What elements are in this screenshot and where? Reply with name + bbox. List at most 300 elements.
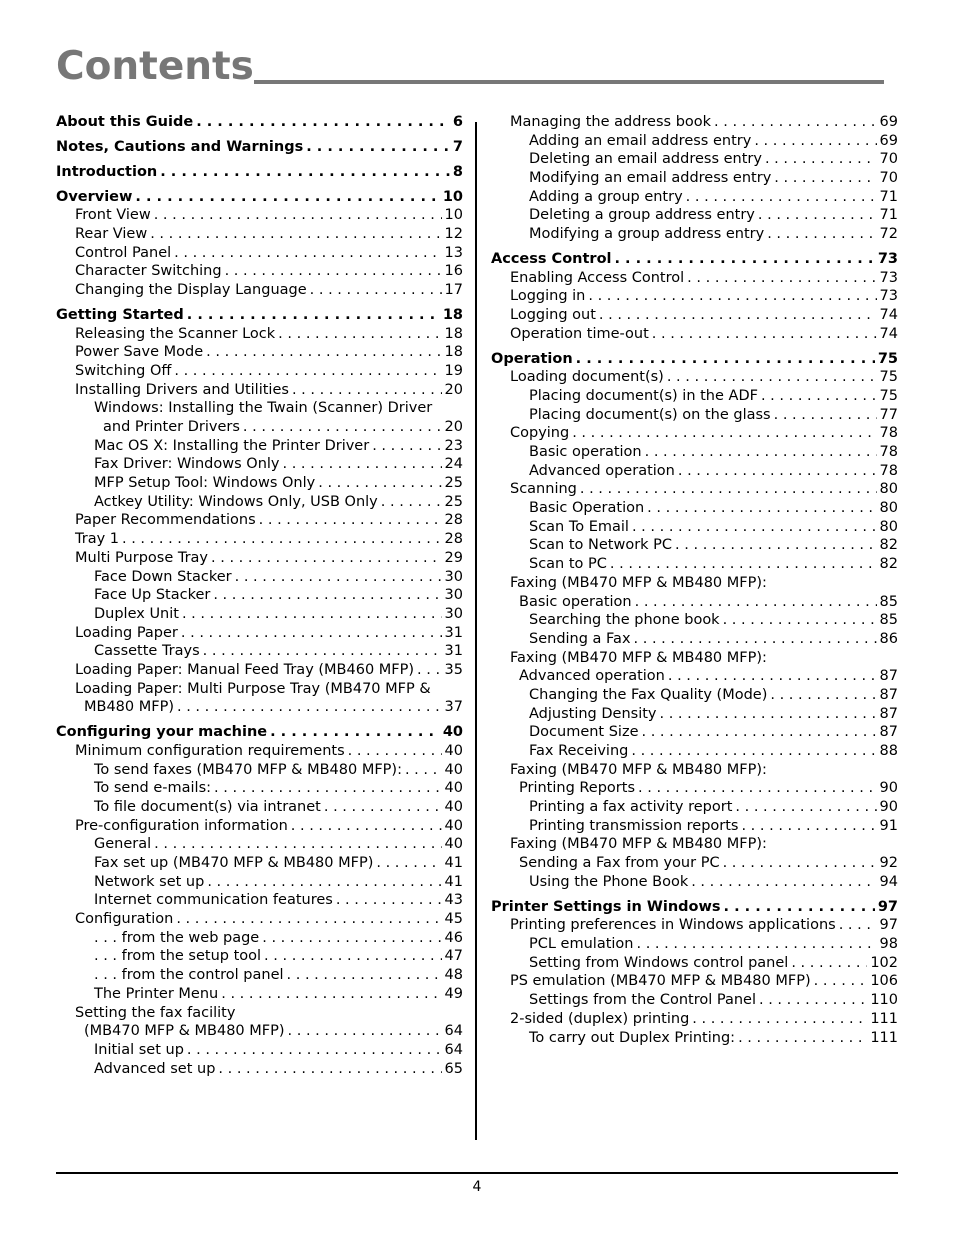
- toc-entry[interactable]: [491, 873, 898, 892]
- toc-entry-page: 110: [870, 992, 898, 1009]
- toc-entry-label: Advanced operation: [519, 668, 665, 685]
- toc-entry[interactable]: [56, 985, 463, 1004]
- toc-entry[interactable]: [56, 680, 463, 699]
- toc-entry-page: 25: [444, 493, 463, 510]
- toc-heading-entry[interactable]: [56, 163, 463, 182]
- toc-dot-leader: [324, 798, 442, 817]
- toc-dot-leader: [287, 966, 442, 985]
- toc-entry-page: 111: [870, 1010, 898, 1027]
- toc-left-column: [56, 113, 463, 1078]
- toc-dot-leader: [225, 262, 442, 281]
- toc-entry-page: 30: [444, 605, 463, 622]
- toc-entry-label: . . . from the setup tool: [94, 948, 262, 965]
- toc-dot-leader: [174, 244, 441, 263]
- toc-entry[interactable]: [491, 854, 898, 873]
- toc-entry[interactable]: [491, 499, 898, 518]
- title-rule: [254, 80, 884, 84]
- toc-dot-leader: [213, 586, 441, 605]
- toc-entry[interactable]: [491, 742, 898, 761]
- toc-entry[interactable]: [56, 661, 463, 680]
- toc-entry-page: 18: [442, 306, 463, 323]
- toc-entry-page: 80: [879, 500, 898, 517]
- toc-entry[interactable]: [56, 418, 463, 437]
- toc-entry-label: Sending a Fax: [529, 630, 631, 647]
- toc-entry-label: To carry out Duplex Printing:: [529, 1029, 736, 1046]
- toc-entry[interactable]: [56, 642, 463, 661]
- toc-entry[interactable]: [491, 991, 898, 1010]
- column-divider: [475, 122, 477, 1140]
- toc-entry[interactable]: [491, 705, 898, 724]
- toc-entry-label: Initial set up: [94, 1041, 184, 1058]
- toc-entry-page: 72: [879, 226, 898, 243]
- toc-entry-page: 87: [879, 705, 898, 722]
- toc-entry-label: Windows: Installing the Twain (Scanner) Driver: [94, 400, 433, 417]
- toc-dot-leader: [176, 910, 441, 929]
- toc-dot-leader: [288, 1022, 442, 1041]
- toc-dot-leader: [761, 387, 877, 406]
- toc-entry-page: 40: [444, 780, 463, 797]
- toc-entry[interactable]: [56, 568, 463, 587]
- toc-entry[interactable]: [56, 474, 463, 493]
- toc-entry[interactable]: [491, 206, 898, 225]
- toc-dot-leader: [278, 325, 441, 344]
- toc-entry[interactable]: [491, 954, 898, 973]
- toc-dot-leader: [207, 873, 441, 892]
- toc-entry-page: 87: [879, 668, 898, 685]
- toc-entry-page: 20: [444, 381, 463, 398]
- toc-entry[interactable]: [491, 836, 898, 855]
- toc-entry-label: Document Size: [529, 724, 639, 741]
- toc-entry-page: 75: [879, 387, 898, 404]
- toc-entry[interactable]: [491, 269, 898, 288]
- toc-entry-label: Loading Paper: Multi Purpose Tray (MB470 MFP &: [75, 680, 431, 697]
- toc-entry[interactable]: [56, 929, 463, 948]
- toc-entry-page: 80: [879, 481, 898, 498]
- toc-entry[interactable]: [491, 537, 898, 556]
- toc-entry-label: To file document(s) via intranet: [94, 798, 321, 815]
- toc-entry[interactable]: [56, 244, 463, 263]
- toc-entry[interactable]: [491, 574, 898, 593]
- toc-entry-page: 73: [879, 269, 898, 286]
- toc-entry-label: Tray 1: [75, 531, 119, 548]
- toc-entry[interactable]: [56, 455, 463, 474]
- toc-entry[interactable]: [56, 206, 463, 225]
- toc-entry-label: Faxing (MB470 MFP & MB480 MFP):: [510, 649, 767, 666]
- toc-entry-label: and Printer Drivers: [103, 419, 240, 436]
- toc-entry[interactable]: [56, 1004, 463, 1023]
- toc-entry[interactable]: [491, 287, 898, 306]
- toc-entry-page: 18: [444, 344, 463, 361]
- toc-dot-leader: [122, 530, 442, 549]
- toc-entry-label: Face Up Stacker: [94, 587, 211, 604]
- toc-dot-leader: [318, 474, 441, 493]
- toc-dot-leader: [336, 891, 442, 910]
- toc-dot-leader: [615, 250, 875, 269]
- toc-dot-leader: [221, 985, 441, 1004]
- toc-entry[interactable]: [56, 1060, 463, 1079]
- toc-entry-label: Configuration: [75, 911, 174, 928]
- toc-entry-page: 16: [444, 263, 463, 280]
- toc-entry-page: 73: [877, 250, 898, 267]
- toc-entry[interactable]: [491, 225, 898, 244]
- toc-entry-page: 74: [879, 307, 898, 324]
- toc-entry[interactable]: [491, 150, 898, 169]
- toc-dot-leader: [635, 593, 877, 612]
- toc-dot-leader: [678, 462, 877, 481]
- toc-entry[interactable]: [56, 437, 463, 456]
- toc-entry-page: 98: [879, 936, 898, 953]
- toc-entry-page: 90: [879, 799, 898, 816]
- toc-entry-label: Mac OS X: Installing the Printer Driver: [94, 437, 370, 454]
- toc-entry[interactable]: [56, 624, 463, 643]
- toc-entry-page: 97: [877, 898, 898, 915]
- toc-dot-leader: [270, 723, 440, 742]
- toc-entry-page: 31: [444, 643, 463, 660]
- toc-entry-page: 18: [444, 325, 463, 342]
- footer-rule: [56, 1172, 898, 1174]
- toc-entry-page: 40: [442, 724, 463, 741]
- toc-entry-label: Loading Paper: Manual Feed Tray (MB460 MFP): [75, 661, 415, 678]
- toc-entry-label: Copying: [510, 425, 570, 442]
- toc-entry-page: 78: [879, 444, 898, 461]
- toc-entry[interactable]: [56, 742, 463, 761]
- toc-entry-page: 111: [870, 1029, 898, 1046]
- toc-entry[interactable]: [56, 1041, 463, 1060]
- toc-dot-leader: [306, 138, 450, 157]
- toc-dot-leader: [348, 742, 442, 761]
- toc-entry-label: Placing document(s) in the ADF: [529, 387, 758, 404]
- toc-entry[interactable]: [491, 443, 898, 462]
- toc-entry-label: To send faxes (MB470 MFP & MB480 MFP):: [94, 761, 402, 778]
- toc-dot-leader: [181, 624, 442, 643]
- toc-entry[interactable]: [491, 518, 898, 537]
- toc-entry[interactable]: [56, 817, 463, 836]
- toc-heading-entry[interactable]: [491, 250, 898, 269]
- toc-dot-leader: [372, 437, 441, 456]
- toc-entry-label: Switching Off: [75, 362, 172, 379]
- toc-entry-page: 73: [879, 288, 898, 305]
- toc-entry[interactable]: [491, 306, 898, 325]
- toc-entry-page: 74: [879, 325, 898, 342]
- toc-entry[interactable]: [491, 424, 898, 443]
- toc-entry-page: 12: [444, 225, 463, 242]
- toc-entry[interactable]: [56, 262, 463, 281]
- toc-dot-leader: [291, 817, 442, 836]
- toc-entry[interactable]: [56, 798, 463, 817]
- toc-entry-page: 65: [444, 1060, 463, 1077]
- toc-entry[interactable]: [56, 873, 463, 892]
- toc-dot-leader: [692, 1010, 867, 1029]
- toc-entry[interactable]: [56, 343, 463, 362]
- toc-entry-page: 71: [879, 188, 898, 205]
- toc-entry[interactable]: [491, 798, 898, 817]
- toc-heading-entry[interactable]: [56, 188, 463, 207]
- toc-entry-label: Deleting an email address entry: [529, 151, 762, 168]
- toc-entry-page: 85: [879, 593, 898, 610]
- toc-entry[interactable]: [56, 910, 463, 929]
- toc-entry-label: Advanced set up: [94, 1060, 216, 1077]
- toc-dot-leader: [572, 424, 876, 443]
- toc-entry-label: Overview: [56, 188, 133, 205]
- toc-entry-label: PS emulation (MB470 MFP & MB480 MFP): [510, 973, 811, 990]
- toc-entry[interactable]: [491, 1010, 898, 1029]
- toc-dot-leader: [634, 630, 877, 649]
- toc-entry-page: 20: [444, 419, 463, 436]
- toc-entry-page: 10: [444, 207, 463, 224]
- toc-dot-leader: [645, 443, 877, 462]
- toc-dot-leader: [774, 169, 876, 188]
- toc-entry-page: 10: [442, 188, 463, 205]
- toc-entry-label: Face Down Stacker: [94, 568, 232, 585]
- toc-dot-leader: [214, 779, 442, 798]
- toc-entry[interactable]: [56, 605, 463, 624]
- toc-dot-leader: [754, 132, 876, 151]
- toc-entry[interactable]: [491, 935, 898, 954]
- toc-entry-label: Control Panel: [75, 244, 172, 261]
- toc-entry-page: 45: [444, 911, 463, 928]
- toc-entry[interactable]: [56, 325, 463, 344]
- toc-dot-leader: [235, 568, 442, 587]
- toc-entry[interactable]: [56, 854, 463, 873]
- toc-entry[interactable]: [491, 387, 898, 406]
- toc-dot-leader: [610, 555, 877, 574]
- toc-entry[interactable]: [56, 835, 463, 854]
- toc-dot-leader: [203, 642, 442, 661]
- toc-entry-page: 77: [879, 406, 898, 423]
- toc-entry-page: 23: [444, 437, 463, 454]
- toc-dot-leader: [283, 455, 442, 474]
- toc-dot-leader: [160, 163, 450, 182]
- toc-entry-page: 64: [444, 1023, 463, 1040]
- toc-entry-label: General: [94, 836, 152, 853]
- toc-entry-label: Managing the address book: [510, 113, 712, 130]
- toc-entry-page: 92: [879, 855, 898, 872]
- toc-entry-page: 97: [879, 917, 898, 934]
- toc-entry[interactable]: [56, 225, 463, 244]
- toc-dot-leader: [182, 605, 442, 624]
- toc-entry-page: 80: [879, 518, 898, 535]
- toc-entry[interactable]: [491, 630, 898, 649]
- toc-entry[interactable]: [491, 325, 898, 344]
- toc-entry[interactable]: [491, 761, 898, 780]
- toc-entry-page: 25: [444, 475, 463, 492]
- toc-entry[interactable]: [56, 281, 463, 300]
- toc-entry-label: Scan To Email: [529, 518, 629, 535]
- toc-dot-leader: [174, 362, 441, 381]
- toc-entry-page: 43: [444, 892, 463, 909]
- toc-entry-page: 6: [452, 113, 463, 130]
- toc-entry-label: Actkey Utility: Windows Only, USB Only: [94, 493, 378, 510]
- toc-dot-leader: [150, 225, 441, 244]
- toc-entry-label: Getting Started: [56, 306, 184, 323]
- toc-dot-leader: [636, 935, 876, 954]
- toc-entry[interactable]: [491, 593, 898, 612]
- toc-dot-leader: [741, 817, 876, 836]
- toc-dot-leader: [381, 493, 442, 512]
- toc-entry[interactable]: [56, 512, 463, 531]
- toc-entry[interactable]: [56, 530, 463, 549]
- toc-entry-page: 28: [444, 512, 463, 529]
- toc-entry-label: Internet communication features: [94, 892, 333, 909]
- toc-entry-label: Pre-configuration information: [75, 817, 288, 834]
- toc-entry-label: Adding a group entry: [529, 188, 683, 205]
- toc-entry[interactable]: [491, 188, 898, 207]
- toc-entry-label: Fax Receiving: [529, 743, 629, 760]
- toc-dot-leader: [765, 150, 877, 169]
- toc-entry-label: Installing Drivers and Utilities: [75, 381, 289, 398]
- toc-entry[interactable]: [491, 555, 898, 574]
- toc-heading-entry[interactable]: [56, 723, 463, 742]
- toc-entry[interactable]: [491, 368, 898, 387]
- toc-entry-label: Settings from the Control Panel: [529, 992, 756, 1009]
- toc-entry-page: 91: [879, 817, 898, 834]
- toc-entry-label: Releasing the Scanner Lock: [75, 325, 276, 342]
- toc-heading-entry[interactable]: [56, 113, 463, 132]
- toc-entry[interactable]: [56, 698, 463, 717]
- toc-entry-page: 82: [879, 556, 898, 573]
- toc-entry-label: Multi Purpose Tray: [75, 549, 209, 566]
- toc-entry-page: 30: [444, 568, 463, 585]
- toc-entry-label: Changing the Fax Quality (Mode): [529, 686, 768, 703]
- toc-entry-page: 19: [444, 362, 463, 379]
- toc-entry-page: 49: [444, 985, 463, 1002]
- toc-entry-label: Advanced operation: [529, 462, 675, 479]
- toc-dot-leader: [154, 835, 441, 854]
- toc-entry[interactable]: [491, 480, 898, 499]
- toc-entry-label: MFP Setup Tool: Windows Only: [94, 475, 316, 492]
- toc-heading-entry[interactable]: [56, 306, 463, 325]
- toc-entry-page: 47: [444, 948, 463, 965]
- toc-entry-page: 64: [444, 1041, 463, 1058]
- toc-entry[interactable]: [491, 406, 898, 425]
- toc-entry-label: Searching the phone book: [529, 612, 720, 629]
- toc-dot-leader: [738, 1029, 867, 1048]
- toc-entry[interactable]: [491, 723, 898, 742]
- toc-entry-label: Printer Settings in Windows: [491, 898, 721, 915]
- toc-dot-leader: [196, 113, 450, 132]
- toc-entry-page: 8: [452, 163, 463, 180]
- toc-entry-page: 82: [879, 537, 898, 554]
- toc-entry[interactable]: [56, 549, 463, 568]
- toc-entry[interactable]: [491, 686, 898, 705]
- toc-heading-entry[interactable]: [56, 138, 463, 157]
- toc-entry[interactable]: [56, 1022, 463, 1041]
- toc-entry[interactable]: [56, 362, 463, 381]
- toc-entry[interactable]: [491, 916, 898, 935]
- toc-entry-label: Printing a fax activity report: [529, 799, 733, 816]
- toc-entry[interactable]: [56, 399, 463, 418]
- toc-dot-leader: [417, 661, 442, 680]
- toc-entry-label: Adding an email address entry: [529, 132, 752, 149]
- toc-entry-page: 75: [877, 350, 898, 367]
- toc-entry-page: 28: [444, 531, 463, 548]
- toc-entry-label: Deleting a group address entry: [529, 207, 755, 224]
- toc-entry[interactable]: [56, 493, 463, 512]
- toc-entry[interactable]: [56, 586, 463, 605]
- toc-entry[interactable]: [491, 649, 898, 668]
- toc-entry[interactable]: [56, 891, 463, 910]
- toc-dot-leader: [667, 368, 877, 387]
- toc-entry-page: 94: [879, 873, 898, 890]
- toc-entry-label: PCL emulation: [529, 936, 634, 953]
- toc-entry-page: 46: [444, 929, 463, 946]
- toc-entry-page: 41: [444, 855, 463, 872]
- toc-entry-label: Scanning: [510, 481, 577, 498]
- toc-dot-leader: [211, 549, 442, 568]
- toc-entry-label: Configuring your machine: [56, 724, 268, 741]
- toc-heading-entry[interactable]: [491, 350, 898, 369]
- toc-entry-page: 102: [870, 954, 898, 971]
- toc-entry-label: Faxing (MB470 MFP & MB480 MFP):: [510, 574, 767, 591]
- toc-entry[interactable]: [491, 817, 898, 836]
- toc-dot-leader: [264, 948, 442, 967]
- toc-entry-label: Introduction: [56, 163, 158, 180]
- toc-entry-label: MB480 MFP): [84, 699, 174, 716]
- toc-dot-leader: [262, 929, 441, 948]
- toc-entry-page: 7: [452, 138, 463, 155]
- toc-entry[interactable]: [491, 462, 898, 481]
- toc-entry-label: Rear View: [75, 225, 148, 242]
- toc-entry[interactable]: [491, 132, 898, 151]
- toc-entry[interactable]: [491, 113, 898, 132]
- toc-entry-page: 87: [879, 724, 898, 741]
- toc-entry-label: Power Save Mode: [75, 344, 204, 361]
- toc-entry-label: To send e-mails:: [94, 780, 212, 797]
- toc-entry[interactable]: [56, 966, 463, 985]
- toc-dot-leader: [631, 742, 876, 761]
- toc-entry-label: Logging out: [510, 307, 596, 324]
- toc-dot-leader: [659, 705, 876, 724]
- toc-dot-leader: [292, 381, 442, 400]
- toc-entry-label: Loading Paper: [75, 624, 178, 641]
- toc-dot-leader: [632, 518, 877, 537]
- toc-entry[interactable]: [491, 1029, 898, 1048]
- toc-entry[interactable]: [56, 761, 463, 780]
- toc-entry[interactable]: [491, 973, 898, 992]
- toc-dot-leader: [687, 269, 876, 288]
- toc-entry[interactable]: [56, 381, 463, 400]
- toc-dot-leader: [839, 916, 877, 935]
- toc-entry-page: 24: [444, 456, 463, 473]
- toc-entry[interactable]: [491, 779, 898, 798]
- toc-entry[interactable]: [56, 779, 463, 798]
- toc-dot-leader: [576, 350, 875, 369]
- toc-entry-label: Access Control: [491, 250, 612, 267]
- toc-dot-leader: [580, 480, 877, 499]
- toc-entry-page: 35: [444, 661, 463, 678]
- toc-entry-label: Sending a Fax from your PC: [519, 855, 720, 872]
- toc-entry-label: Modifying a group address entry: [529, 226, 765, 243]
- toc-heading-entry[interactable]: [491, 898, 898, 917]
- toc-entry[interactable]: [491, 611, 898, 630]
- toc-dot-leader: [675, 537, 877, 556]
- toc-dot-leader: [767, 225, 876, 244]
- toc-entry-label: 2-sided (duplex) printing: [510, 1010, 690, 1027]
- toc-dot-leader: [814, 973, 868, 992]
- toc-entry[interactable]: [491, 169, 898, 188]
- toc-entry-label: Basic Operation: [529, 500, 645, 517]
- toc-entry[interactable]: [491, 667, 898, 686]
- toc-entry-label: Setting from Windows control panel: [529, 954, 789, 971]
- toc-dot-leader: [376, 854, 441, 873]
- toc-entry-label: (MB470 MFP & MB480 MFP): [84, 1023, 285, 1040]
- toc-entry-label: Printing Reports: [519, 780, 636, 797]
- toc-entry[interactable]: [56, 948, 463, 967]
- toc-entry-label: The Printer Menu: [94, 985, 219, 1002]
- toc-dot-leader: [791, 954, 867, 973]
- toc-entry-label: Adjusting Density: [529, 705, 657, 722]
- toc-entry-label: Scan to PC: [529, 556, 607, 573]
